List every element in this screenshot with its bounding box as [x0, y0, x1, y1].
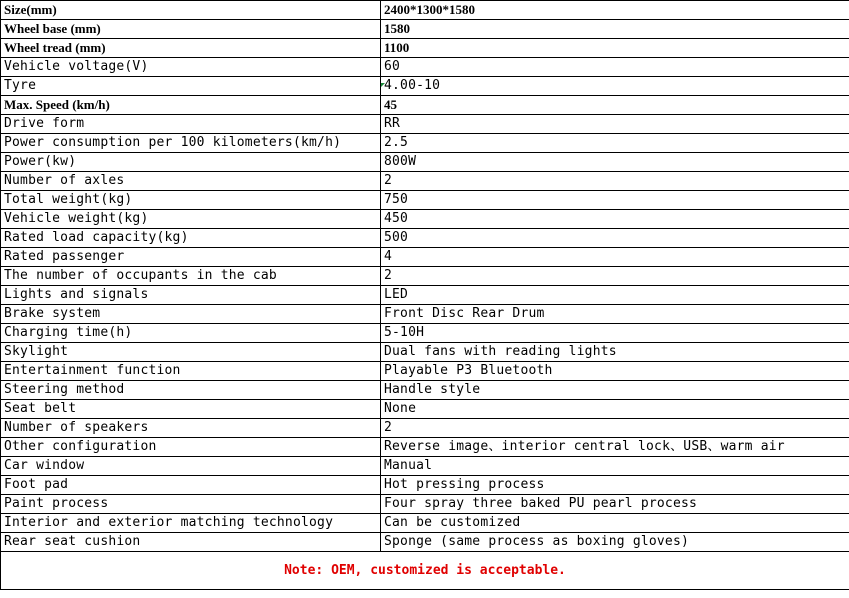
spec-label: Power(kw) [1, 153, 381, 172]
table-row [1, 248, 849, 267]
spec-label: Vehicle weight(kg) [1, 210, 381, 229]
table-row [1, 191, 849, 210]
spec-value: 45 [381, 96, 849, 115]
spec-label: Steering method [1, 381, 381, 400]
table-row [1, 153, 849, 172]
table-row [1, 495, 849, 514]
spec-label: The number of occupants in the cab [1, 267, 381, 286]
spec-label: Lights and signals [1, 286, 381, 305]
spec-value: None [381, 400, 849, 419]
spec-label: Brake system [1, 305, 381, 324]
spec-label: Wheel tread (mm) [1, 39, 381, 58]
table-row [1, 419, 849, 438]
table-row [1, 267, 849, 286]
table-row [1, 96, 849, 115]
table-row [1, 362, 849, 381]
table-row [1, 58, 849, 77]
spec-value: 2400*1300*1580 [381, 1, 849, 20]
table-row [1, 438, 849, 457]
spec-label: Wheel base (mm) [1, 20, 381, 39]
spec-value: LED [381, 286, 849, 305]
table-row [1, 229, 849, 248]
table-row [1, 39, 849, 58]
spec-label: Max. Speed (km/h) [1, 96, 381, 115]
table-row [1, 115, 849, 134]
note-row [1, 552, 849, 590]
spec-label: Number of speakers [1, 419, 381, 438]
spec-label: Other configuration [1, 438, 381, 457]
spec-table-body [1, 1, 849, 552]
table-row [1, 476, 849, 495]
spec-label: Paint process [1, 495, 381, 514]
spec-label: Interior and exterior matching technology [1, 514, 381, 533]
table-row [1, 457, 849, 476]
spec-value: 2 [381, 172, 849, 191]
table-row [1, 400, 849, 419]
table-row [1, 324, 849, 343]
spec-value: RR [381, 115, 849, 134]
spec-label: Drive form [1, 115, 381, 134]
table-row [1, 286, 849, 305]
spec-label: Vehicle voltage(V) [1, 58, 381, 77]
spec-label: Charging time(h) [1, 324, 381, 343]
spec-label: Rated load capacity(kg) [1, 229, 381, 248]
table-row [1, 343, 849, 362]
spec-value: 2 [381, 419, 849, 438]
table-row [1, 1, 849, 20]
spec-value: Playable P3 Bluetooth [381, 362, 849, 381]
spec-label: Power consumption per 100 kilometers(km/h) [1, 134, 381, 153]
spec-value: Hot pressing process [381, 476, 849, 495]
spec-label: Seat belt [1, 400, 381, 419]
spec-value: 500 [381, 229, 849, 248]
cell-comment-marker [381, 83, 385, 87]
spec-value: 1100 [381, 39, 849, 58]
spec-label: Entertainment function [1, 362, 381, 381]
spec-value: 4 [381, 248, 849, 267]
table-row [1, 210, 849, 229]
spec-value: 60 [381, 58, 849, 77]
spec-value: Handle style [381, 381, 849, 400]
spec-label: Skylight [1, 343, 381, 362]
spec-value: 800W [381, 153, 849, 172]
table-row [1, 172, 849, 191]
spec-value: 1580 [381, 20, 849, 39]
spec-value: 750 [381, 191, 849, 210]
spec-label: Car window [1, 457, 381, 476]
spec-value: 2 [381, 267, 849, 286]
spec-value: 2.5 [381, 134, 849, 153]
spec-value: 450 [381, 210, 849, 229]
table-row [1, 77, 849, 96]
spec-label: Tyre [1, 77, 381, 96]
note-text: Note: OEM, customized is acceptable. [1, 552, 849, 590]
spec-label: Rear seat cushion [1, 533, 381, 552]
spec-label: Rated passenger [1, 248, 381, 267]
spec-value: Reverse image、interior central lock、USB、warm air [381, 438, 849, 457]
spec-value: Can be customized [381, 514, 849, 533]
spec-label: Foot pad [1, 476, 381, 495]
table-row [1, 381, 849, 400]
table-row [1, 533, 849, 552]
spec-value: Dual fans with reading lights [381, 343, 849, 362]
spec-value: 5-10H [381, 324, 849, 343]
spec-value: Front Disc Rear Drum [381, 305, 849, 324]
spec-value: Four spray three baked PU pearl process [381, 495, 849, 514]
table-row [1, 514, 849, 533]
table-row [1, 305, 849, 324]
spec-value: Manual [381, 457, 849, 476]
spec-label: Size(mm) [1, 1, 381, 20]
table-row [1, 134, 849, 153]
spec-value: Sponge (same process as boxing gloves) [381, 533, 849, 552]
spec-label: Number of axles [1, 172, 381, 191]
spec-value: 4.00-10 [381, 77, 849, 96]
table-row [1, 20, 849, 39]
spec-label: Total weight(kg) [1, 191, 381, 210]
